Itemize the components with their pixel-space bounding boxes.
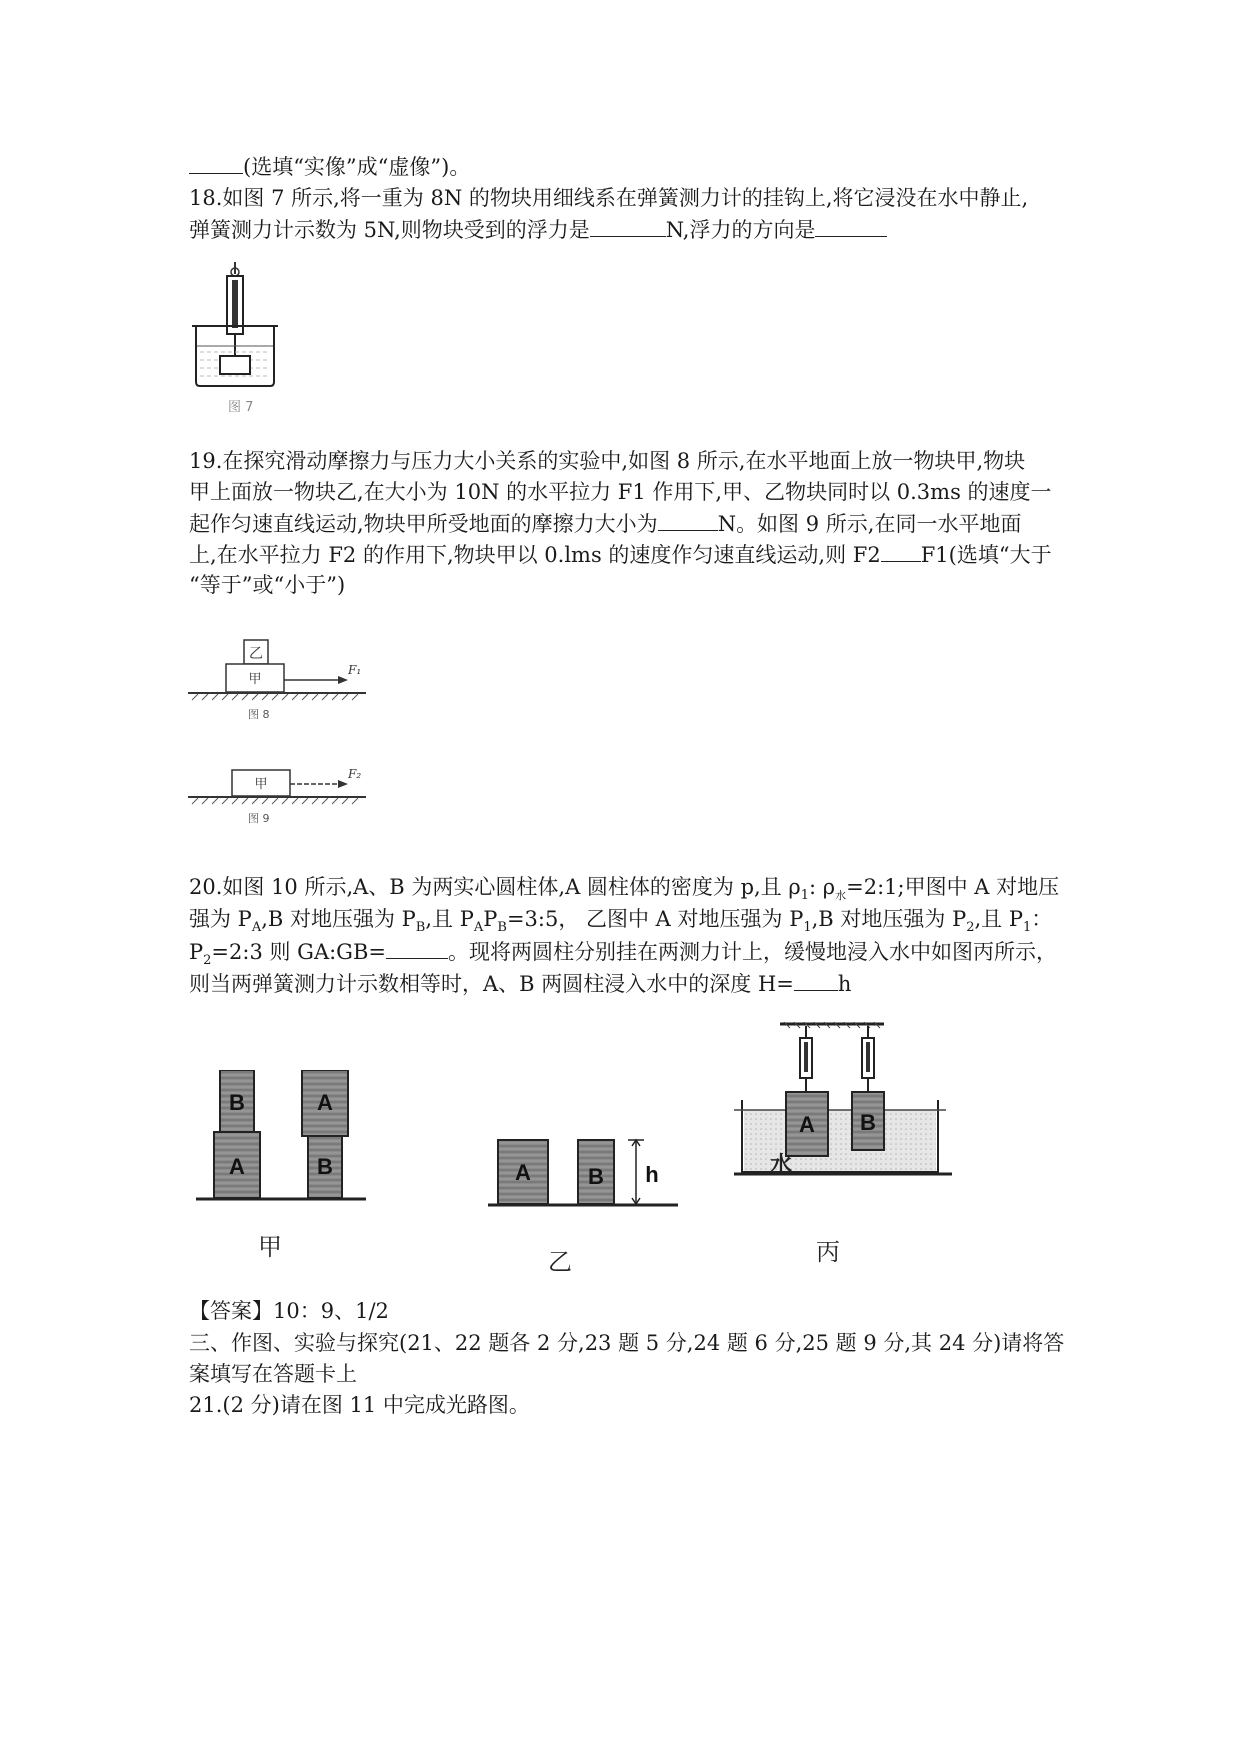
block-jia-label: 甲 [248,672,262,687]
block-yi-label: 乙 [249,646,263,662]
q20-line-4: 则当两弹簧测力计示数相等时，A、B 两圆柱浸入水中的深度 H= h [189,968,851,999]
force-f1-label: F₁ [348,663,362,677]
answer-blank [590,214,666,237]
block-a-label: A [515,1160,531,1185]
q18-line-1: 18.如图 7 所示,将一重为 8N 的物块用细线系在弹簧测力计的挂钩上,将它浸没在水中静止, [189,186,1029,210]
q18-line-2: 弹簧测力计示数为 5N,则物块受到的浮力是 N,浮力的方向是 [189,214,887,245]
q19-line-3: 起作匀速直线运动,物块甲所受地面的摩擦力大小为 N。如图 9 所示,在同一水平地面 [189,508,1021,539]
block-b-label: B [860,1110,876,1135]
figure-9-single-block [188,766,368,828]
answer-blank [815,214,887,237]
figure-7-spring-scale-in-water [190,262,280,418]
figure-10-bing [734,1022,954,1272]
block-b-label: B [317,1154,333,1179]
q19-line-1: 19.在探究滑动摩擦力与压力大小关系的实验中,如图 8 所示,在水平地面上放一物块甲,物块 [189,449,1026,473]
figure-9-label: 图 9 [248,812,270,825]
q19-line-4: 上,在水平拉力 F2 的作用下,物块甲以 0.lms 的速度作匀速直线运动,则 F2 F1(选填“大于 [189,539,1052,570]
answer-blank [658,508,718,531]
block-a-label: A [799,1112,815,1137]
q21-line: 21.(2 分)请在图 11 中完成光路图。 [189,1393,530,1417]
figure-10-yi [488,1132,688,1280]
caption-bing: 丙 [816,1238,840,1266]
q20-line-2: 强为 $P_A,B$ 对地压强为 $P_B$,且 $P_AP_B=3:5$， 乙图中 A 对地压强为 $P_1,B$ 对地压强为 $P_2$,且 $P_1$： [189,907,1053,936]
q17-tail: (选填“实像”成“虚像”)。 [189,151,470,182]
block-jia-label: 甲 [254,777,268,792]
q19-line-2: 甲上面放一物块乙,在大小为 10N 的水平拉力 F1 作用下,甲、乙物块同时以 0.3ms 的速度一 [189,480,1052,504]
section-3-heading-line-2: 案填写在答题卡上 [189,1362,357,1386]
answer-blank [386,936,448,959]
figure-8-label: 图 8 [248,708,270,721]
caption-yi: 乙 [548,1248,572,1276]
block-a-label: A [229,1154,245,1179]
answer-blank [189,151,243,174]
block-a-label: A [317,1090,333,1115]
answer-line: 【答案】10：9、1/2 [189,1299,389,1323]
figure-10-jia [190,1070,370,1270]
force-f2-label: F₂ [348,767,362,781]
water-label-visible: 水 [770,1152,793,1178]
figure-7-label: 图 7 [228,400,254,415]
q19-line-5: “等于”或“小于”) [189,573,346,597]
q20-line-1: 20.如图 10 所示,A、B 为两实心圆柱体,A 圆柱体的密度为 p,且 $\rho_1$: $\rho_水=2:1$;甲图中 A 对地压 [189,875,1060,904]
section-3-heading-line-1: 三、作图、实验与探究(21、22 题各 2 分,23 题 5 分,24 题 6 分,25 题 9 分,其 24 分)请将答 [189,1331,1065,1355]
block-b-label: B [588,1164,604,1189]
height-h-label: h [645,1162,659,1187]
answer-blank [794,968,838,991]
block-b-label: B [229,1090,245,1115]
q20-line-3: $P_2=2:3$ 则 GA:GB= 。现将两圆柱分别挂在两测力计上，缓慢地浸入水中如图丙所示， [189,936,1057,976]
answer-blank [881,539,921,562]
figure-8-stacked-blocks [188,638,368,728]
caption-jia: 甲 [258,1233,282,1261]
